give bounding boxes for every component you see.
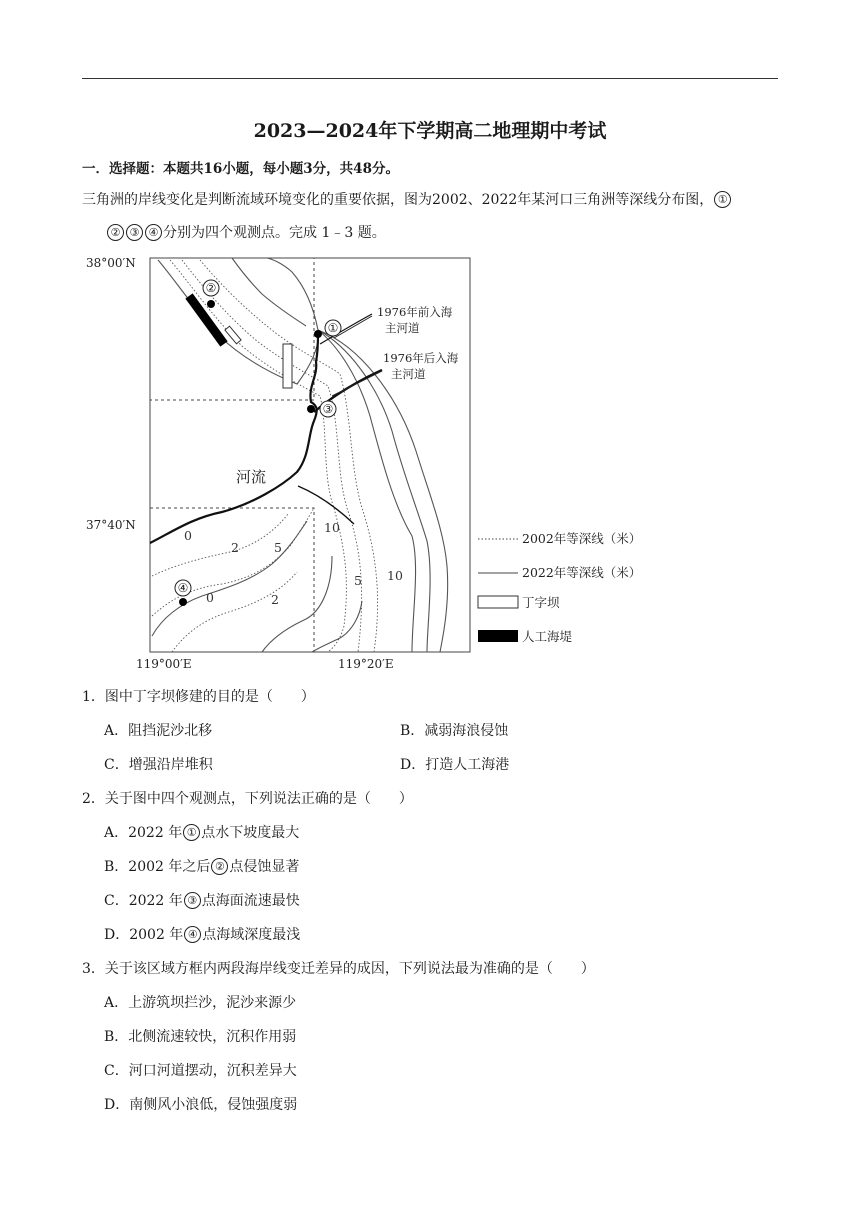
point-mark: ① bbox=[183, 824, 200, 841]
channel-before-label: 主河道 bbox=[385, 321, 420, 335]
leader-line-after bbox=[332, 371, 382, 396]
point-mark: ① bbox=[714, 191, 731, 208]
intro-line-1 bbox=[82, 189, 732, 209]
point-mark: ③ bbox=[184, 892, 201, 909]
depth-label: 0 bbox=[206, 590, 214, 605]
point-mark: ④ bbox=[145, 224, 162, 241]
channel-after-label: 主河道 bbox=[391, 367, 426, 381]
question-1-option-c[interactable]: C．增强沿岸堆积 bbox=[104, 757, 213, 773]
question-1-option-d[interactable]: D．打造人工海港 bbox=[400, 757, 510, 773]
point-mark: ② bbox=[107, 224, 124, 241]
point-label: ① bbox=[327, 321, 339, 335]
legend-label: 2022年等深线（米） bbox=[522, 565, 642, 580]
groyne bbox=[283, 344, 292, 388]
depth-labels bbox=[184, 520, 403, 607]
point-label: ② bbox=[205, 281, 217, 295]
depth-label: 0 bbox=[184, 528, 192, 543]
observation-point-4 bbox=[179, 598, 187, 606]
point-label: ③ bbox=[322, 402, 334, 416]
question-1-option-a[interactable]: A．阻挡泥沙北移 bbox=[104, 723, 213, 739]
question-2-option-a[interactable] bbox=[104, 822, 299, 842]
latitude-top: 38°00′N bbox=[86, 256, 136, 270]
option-suffix: 点海面流速最快 bbox=[201, 893, 300, 909]
option-suffix: 点水下坡度最大 bbox=[201, 825, 300, 841]
question-3-option-c[interactable]: C．河口河道摆动，沉积差异大 bbox=[104, 1063, 297, 1079]
depth-label: 5 bbox=[354, 573, 362, 588]
latitude-bottom: 37°40′N bbox=[86, 518, 136, 532]
option-prefix: B．2002 年之后 bbox=[104, 859, 211, 875]
option-suffix: 点侵蚀显著 bbox=[229, 859, 300, 875]
section-heading: 一．选择题：本题共16小题，每小题3分，共48分。 bbox=[82, 161, 399, 177]
artificial-seawall bbox=[189, 296, 224, 344]
legend-swatch-seawall bbox=[478, 630, 518, 642]
observation-point-2 bbox=[207, 300, 215, 308]
point-mark: ③ bbox=[126, 224, 143, 241]
river-channel bbox=[150, 334, 318, 543]
delta-contour-map bbox=[82, 246, 682, 676]
question-2-option-d[interactable] bbox=[104, 924, 300, 944]
option-suffix: 点海域深度最浅 bbox=[202, 927, 301, 943]
observation-point-3 bbox=[307, 405, 315, 413]
legend-swatch-groyne bbox=[478, 596, 518, 608]
question-2-option-b[interactable] bbox=[104, 856, 299, 876]
header-rule bbox=[82, 78, 778, 79]
depth-label: 2 bbox=[231, 540, 239, 555]
longitude-left: 119°00′E bbox=[136, 657, 192, 671]
observation-point-1 bbox=[314, 330, 322, 338]
intro-line-2 bbox=[106, 222, 386, 242]
question-3-option-b[interactable]: B．北侧流速较快，沉积作用弱 bbox=[104, 1029, 297, 1045]
river-branch bbox=[298, 486, 354, 524]
legend-label: 人工海堤 bbox=[522, 629, 573, 644]
channel-after-label: 1976年后入海 bbox=[383, 351, 459, 365]
intro-text-2: 分别为四个观测点。完成 1﹣3 题。 bbox=[163, 225, 386, 241]
question-2-stem: 2．关于图中四个观测点，下列说法正确的是（ ） bbox=[82, 791, 413, 807]
depth-label: 10 bbox=[387, 568, 403, 583]
point-mark: ④ bbox=[184, 926, 201, 943]
question-1-stem: 1．图中丁字坝修建的目的是（ ） bbox=[82, 689, 315, 705]
exam-title: 2023—2024年下学期高二地理期中考试 bbox=[253, 120, 607, 142]
longitude-right: 119°20′E bbox=[338, 657, 394, 671]
question-3-option-d[interactable]: D．南侧风小浪低，侵蚀强度弱 bbox=[104, 1097, 298, 1113]
map-legend bbox=[478, 531, 641, 644]
question-2-option-c[interactable] bbox=[104, 890, 300, 910]
option-prefix: C．2022 年 bbox=[104, 893, 183, 909]
legend-label: 丁字坝 bbox=[522, 595, 560, 610]
question-3-option-a[interactable]: A．上游筑坝拦沙，泥沙来源少 bbox=[104, 995, 297, 1011]
legend-label: 2002年等深线（米） bbox=[522, 531, 642, 546]
question-3-stem: 3．关于该区域方框内两段海岸线变迁差异的成因，下列说法最为准确的是（ ） bbox=[82, 961, 595, 977]
point-label: ④ bbox=[177, 581, 189, 595]
intro-text-1: 三角洲的岸线变化是判断流域环境变化的重要依据，图为2002、2022年某河口三角洲等深线分布图， bbox=[82, 192, 714, 208]
river-label: 河流 bbox=[236, 468, 267, 486]
depth-label: 5 bbox=[274, 540, 282, 555]
depth-label: 10 bbox=[324, 520, 340, 535]
question-1-option-b[interactable]: B．减弱海浪侵蚀 bbox=[400, 723, 509, 739]
channel-before-label: 1976年前入海 bbox=[377, 305, 453, 319]
point-mark: ② bbox=[211, 858, 228, 875]
option-prefix: D．2002 年 bbox=[104, 927, 184, 943]
depth-label: 2 bbox=[271, 592, 279, 607]
option-prefix: A．2022 年 bbox=[104, 825, 183, 841]
